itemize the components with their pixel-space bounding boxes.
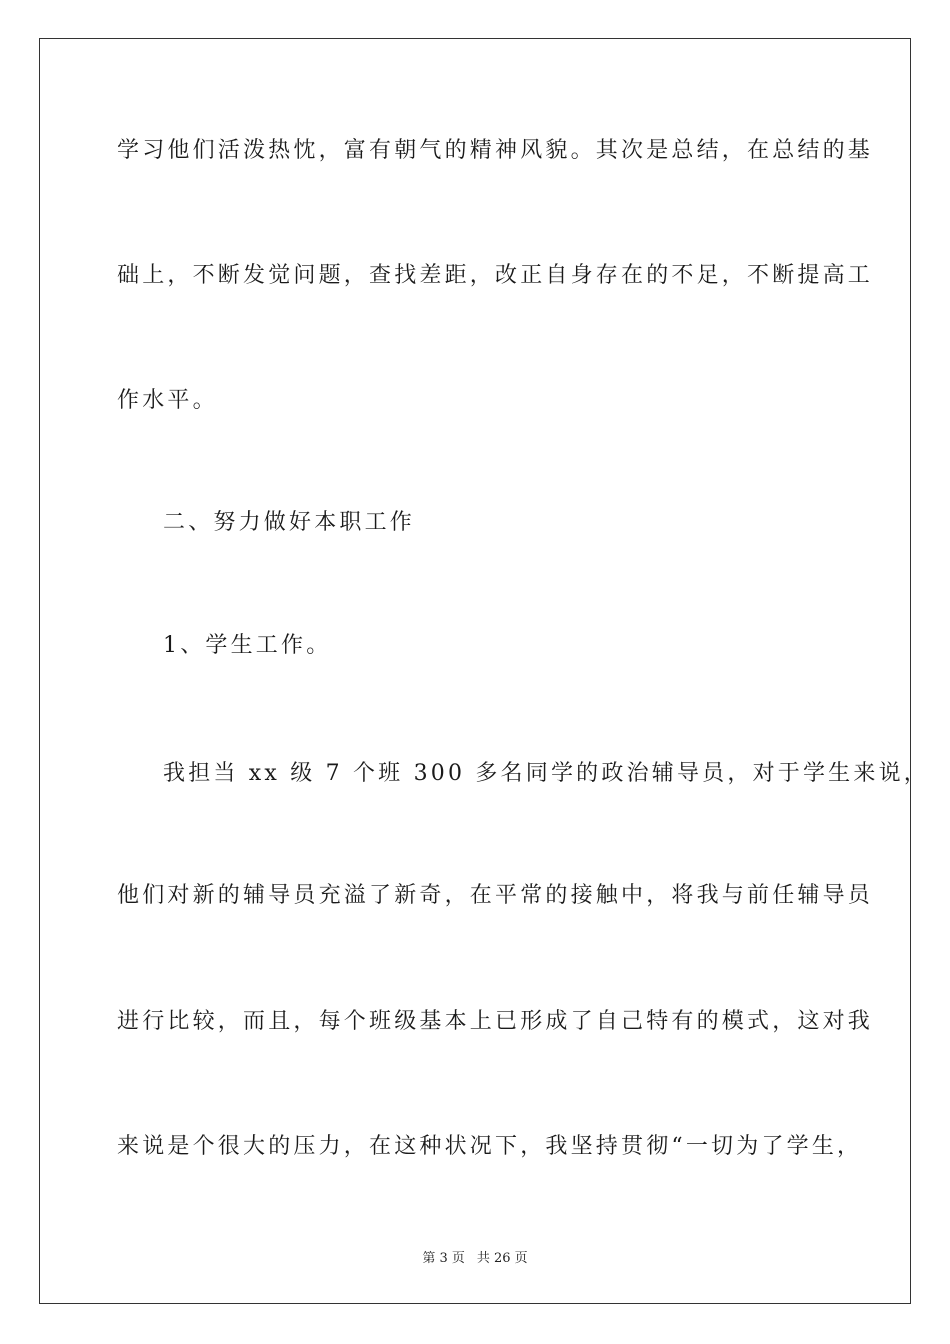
page-footer bbox=[0, 1247, 950, 1266]
subsection-heading: 1、学生工作。 bbox=[163, 633, 332, 658]
body-text-line: 础上，不断发觉问题，查找差距，改正自身存在的不足，不断提高工 bbox=[117, 263, 874, 288]
page-total: 共 26 页 bbox=[476, 1251, 528, 1266]
body-text-line: 学习他们活泼热忱，富有朝气的精神风貌。其次是总结，在总结的基 bbox=[117, 138, 874, 163]
page-border bbox=[39, 38, 911, 1304]
section-heading: 二、努力做好本职工作 bbox=[163, 510, 416, 535]
body-text-line: 作水平。 bbox=[117, 388, 218, 413]
page-number: 第 3 页 bbox=[422, 1251, 465, 1266]
body-text-line: 来说是个很大的压力，在这种状况下，我坚持贯彻“一切为了学生， bbox=[117, 1134, 863, 1159]
body-text-line: 我担当 xx 级 7 个班 300 多名同学的政治辅导员，对于学生来说， bbox=[163, 761, 929, 786]
body-text-line: 进行比较，而且，每个班级基本上已形成了自己特有的模式，这对我 bbox=[117, 1009, 874, 1034]
body-text-line: 他们对新的辅导员充溢了新奇，在平常的接触中，将我与前任辅导员 bbox=[117, 883, 874, 908]
